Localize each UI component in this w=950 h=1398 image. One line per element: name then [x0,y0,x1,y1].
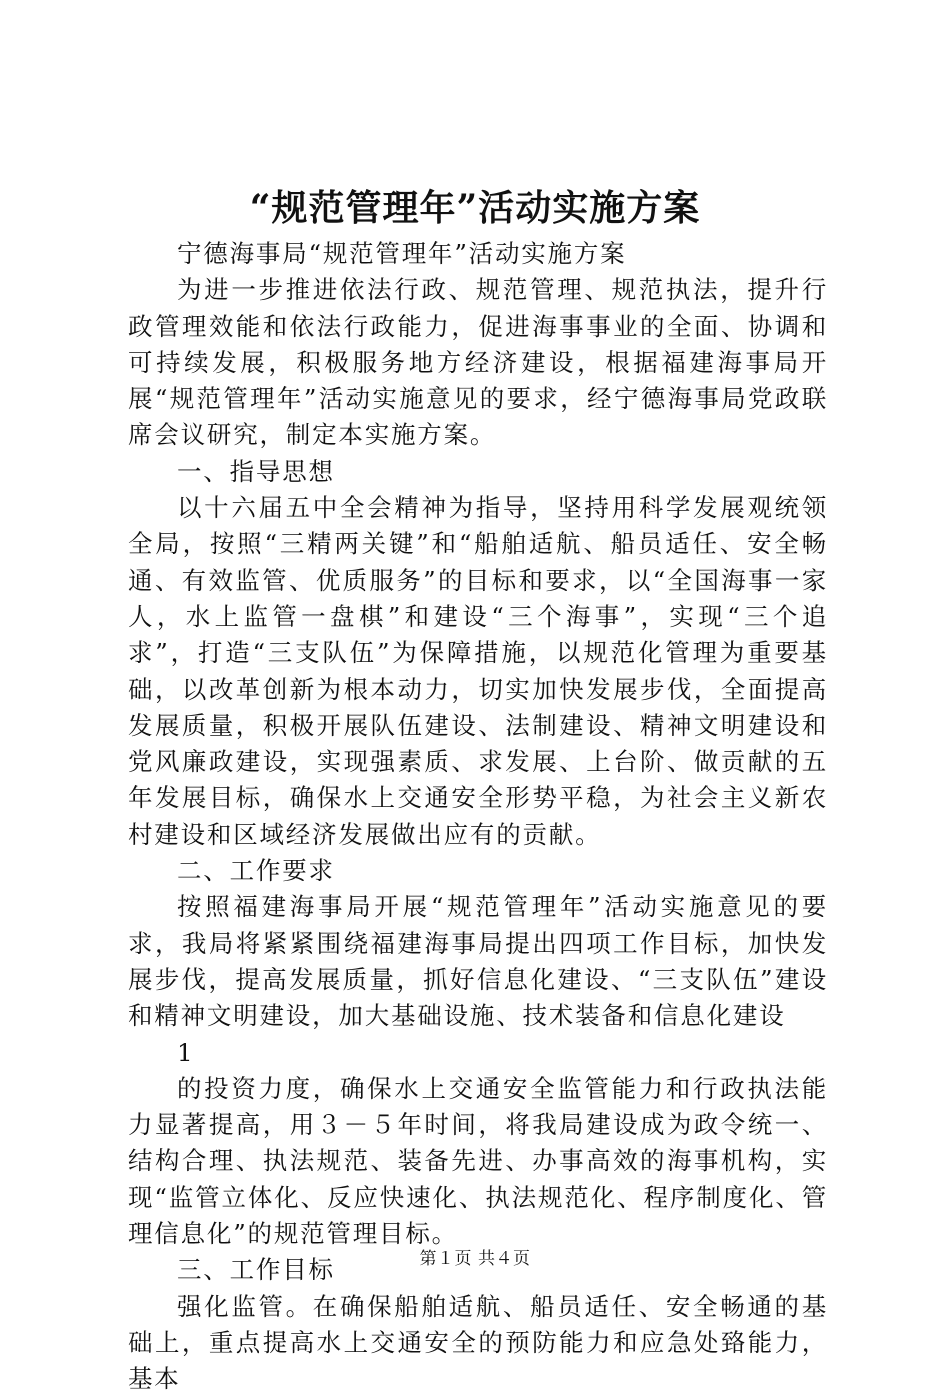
section-heading-guiding-ideology: 一、指导思想 [177,456,335,486]
work-goals-paragraph: 强化监管。在确保船舶适航、船员适任、安全畅通的基础上，重点提高水上交通安全的预防能力和应急处臵能力，基本 [128,1291,828,1394]
section-heading-work-requirements: 二、工作要求 [177,856,335,886]
guiding-ideology-paragraph: 以十六届五中全会精神为指导，坚持用科学发展观统领全局，按照“三精两关键”和“船舶适航、船员适任、安全畅通、有效监管、优质服务”的目标和要求，以“全国海事一家人，水上监管一盘棋”和建设“三个海事”，实现“三个追求”，打造“三支队伍”为保障措施，以规范化管理为重要基础，以改革创新为根本动力，切实加快发展步伐，全面提高发展质量，积极开展队伍建设、法制建设、精神文明建设和党风廉政建设，实现强素质、求发展、上台阶、做贡献的五年发展目标，确保水上交通安全形势平稳，为社会主义新农村建设和区域经济发展做出应有的贡献。 [128,493,828,849]
page-footer: 第１页 共４页 [419,1249,531,1269]
section-heading-work-goals: 三、工作目标 [177,1255,335,1285]
intro-paragraph: 为进一步推进依法行政、规范管理、规范执法，提升行政管理效能和依法行政能力，促进海事事业的全面、协调和可持续发展，积极服务地方经济建设，根据福建海事局开展“规范管理年”活动实施意见的要求，经宁德海事局党政联席会议研究，制定本实施方案。 [128,275,828,450]
inline-page-number: 1 [177,1037,195,1067]
work-requirements-paragraph: 按照福建海事局开展“规范管理年”活动实施意见的要求，我局将紧紧围绕福建海事局提出四项工作目标，加快发展步伐，提高发展质量，抓好信息化建设、“三支队伍”建设和精神文明建设，加大基础设施、技术装备和信息化建设 [128,892,828,1031]
work-requirements-continuation: 的投资力度，确保水上交通安全监管能力和行政执法能力显著提高，用３－５年时间，将我局建设成为政令统一、结构合理、执法规范、装备先进、办事高效的海事机构，实现“监管立体化、反应快速化、执法规范化、程序制度化、管理信息化”的规范管理目标。 [128,1073,828,1249]
document-title: “规范管理年”活动实施方案 [249,187,701,229]
subtitle-paragraph: 宁德海事局“规范管理年”活动实施方案 [177,239,627,268]
document-body [128,236,828,1398]
